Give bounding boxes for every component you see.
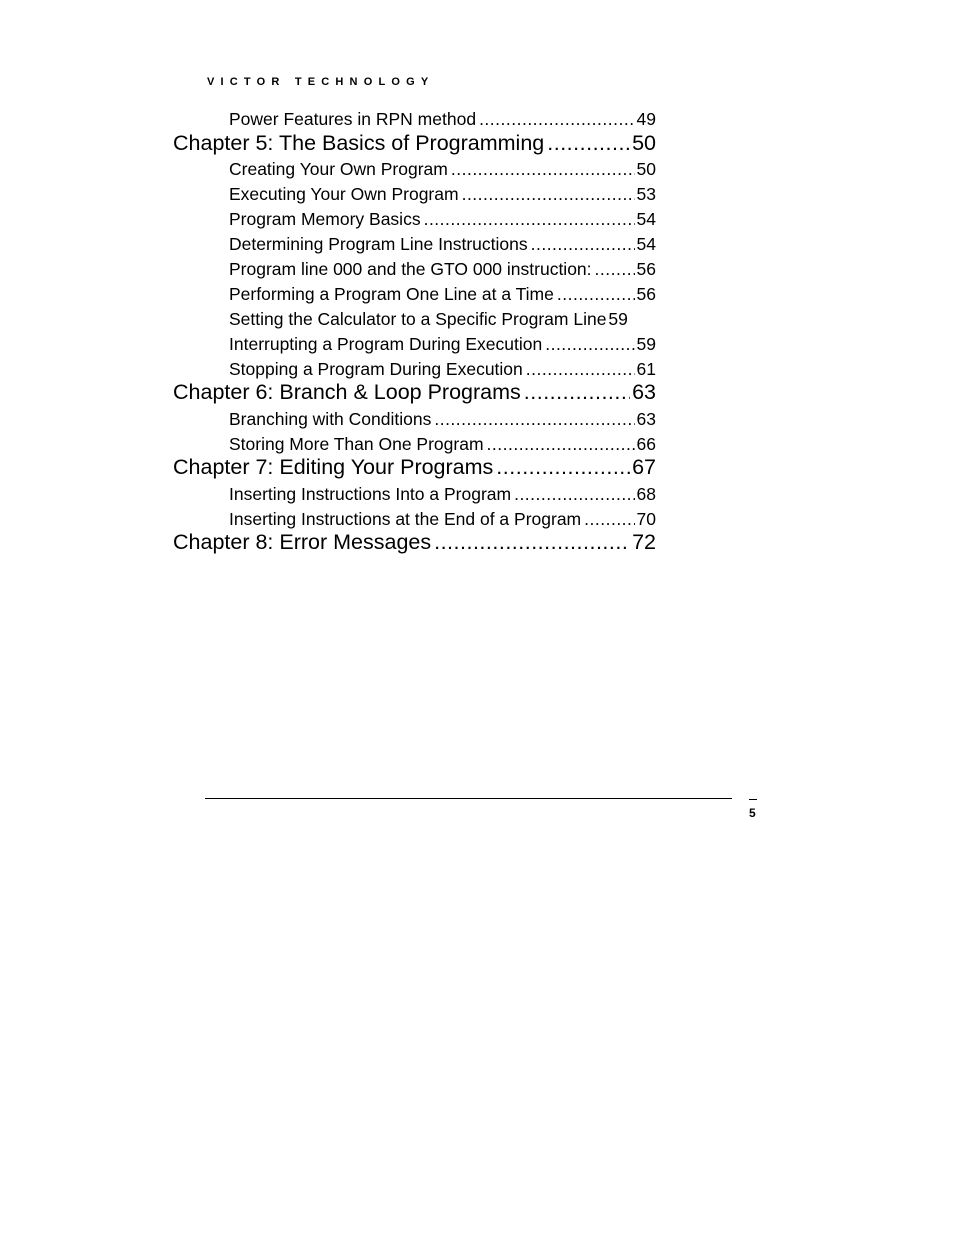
toc-entry-title: Program line 000 and the GTO 000 instruction:	[229, 259, 592, 279]
toc-entry-page: 50	[636, 159, 656, 179]
toc-entry[interactable]	[229, 309, 656, 331]
toc-entry[interactable]	[229, 184, 656, 206]
toc-entry-title: Creating Your Own Program	[229, 159, 448, 179]
dot-leader	[524, 380, 630, 405]
toc-entry[interactable]	[229, 234, 656, 256]
toc-entry-title: Determining Program Line Instructions	[229, 234, 528, 254]
dot-leader	[487, 434, 635, 455]
toc-chapter-title: Chapter 6: Branch & Loop Programs	[173, 380, 521, 404]
toc-chapter-entry[interactable]	[173, 380, 656, 407]
toc-entry-page: 61	[636, 359, 656, 379]
toc-chapter-title: Chapter 5: The Basics of Programming	[173, 131, 545, 155]
dot-leader	[526, 359, 635, 380]
dot-leader	[531, 234, 635, 255]
toc-chapter-entry[interactable]	[173, 530, 656, 557]
running-header: VICTOR TECHNOLOGY	[207, 76, 435, 88]
toc-entry[interactable]	[229, 284, 656, 306]
page-number: 5	[749, 806, 756, 820]
dot-leader	[424, 209, 635, 230]
toc-chapter-page: 72	[632, 530, 656, 554]
toc-entry[interactable]	[229, 409, 656, 431]
toc-entry-page: 56	[636, 284, 656, 304]
toc-entry-title: Stopping a Program During Execution	[229, 359, 523, 379]
toc-entry-page: 70	[636, 509, 656, 529]
toc-entry[interactable]	[229, 159, 656, 181]
toc-entry-page: 49	[636, 109, 656, 129]
dot-leader	[451, 159, 635, 180]
toc-entry[interactable]	[229, 334, 656, 356]
toc-chapter-entry[interactable]	[173, 455, 656, 482]
dot-leader	[496, 455, 630, 480]
toc-entry[interactable]	[229, 434, 656, 456]
toc-entry[interactable]	[229, 359, 656, 381]
dot-leader	[479, 109, 634, 130]
toc-entry-title: Performing a Program One Line at a Time	[229, 284, 554, 304]
footer-rule	[205, 798, 732, 799]
dot-leader	[557, 284, 635, 305]
toc-entry-title: Interrupting a Program During Execution	[229, 334, 543, 354]
dot-leader	[595, 259, 635, 280]
toc-entry-page: 56	[636, 259, 656, 279]
toc-chapter-entry[interactable]	[173, 131, 656, 158]
dot-leader	[434, 409, 634, 430]
toc-entry[interactable]	[229, 209, 656, 231]
toc-entry[interactable]	[229, 509, 656, 531]
toc-entry-title: Storing More Than One Program	[229, 434, 484, 454]
toc-entry[interactable]	[229, 259, 656, 281]
toc-entry-page: 66	[636, 434, 656, 454]
toc-chapter-page: 50	[632, 131, 656, 155]
toc-chapter-title: Chapter 8: Error Messages	[173, 530, 432, 554]
dot-leader	[514, 484, 634, 505]
dot-leader	[462, 184, 635, 205]
toc-entry-page: 54	[636, 209, 656, 229]
toc-entry-title: Branching with Conditions	[229, 409, 432, 429]
toc-entry-title: Program Memory Basics	[229, 209, 421, 229]
toc-entry-page: 59	[608, 309, 628, 329]
dot-leader	[434, 530, 630, 555]
toc-chapter-page: 63	[632, 380, 656, 404]
toc-entry-page: 54	[636, 234, 656, 254]
toc-entry[interactable]	[229, 109, 656, 131]
toc-entry-title: Inserting Instructions Into a Program	[229, 484, 512, 504]
toc-entry-page: 59	[636, 334, 656, 354]
toc-entry-page: 53	[636, 184, 656, 204]
toc-entry-title: Power Features in RPN method	[229, 109, 477, 129]
toc-entry[interactable]	[229, 484, 656, 506]
dot-leader	[545, 334, 634, 355]
toc-chapter-page: 67	[632, 455, 656, 479]
dot-leader	[584, 509, 634, 530]
toc-entry-page: 63	[636, 409, 656, 429]
dot-leader	[547, 131, 630, 156]
toc-entry-title: Setting the Calculator to a Specific Program Line	[229, 309, 607, 329]
footer-tick-rule	[749, 799, 757, 800]
toc-entry-page: 68	[636, 484, 656, 504]
toc-entry-title: Inserting Instructions at the End of a Program	[229, 509, 582, 529]
toc-chapter-title: Chapter 7: Editing Your Programs	[173, 455, 494, 479]
toc-entry-title: Executing Your Own Program	[229, 184, 459, 204]
